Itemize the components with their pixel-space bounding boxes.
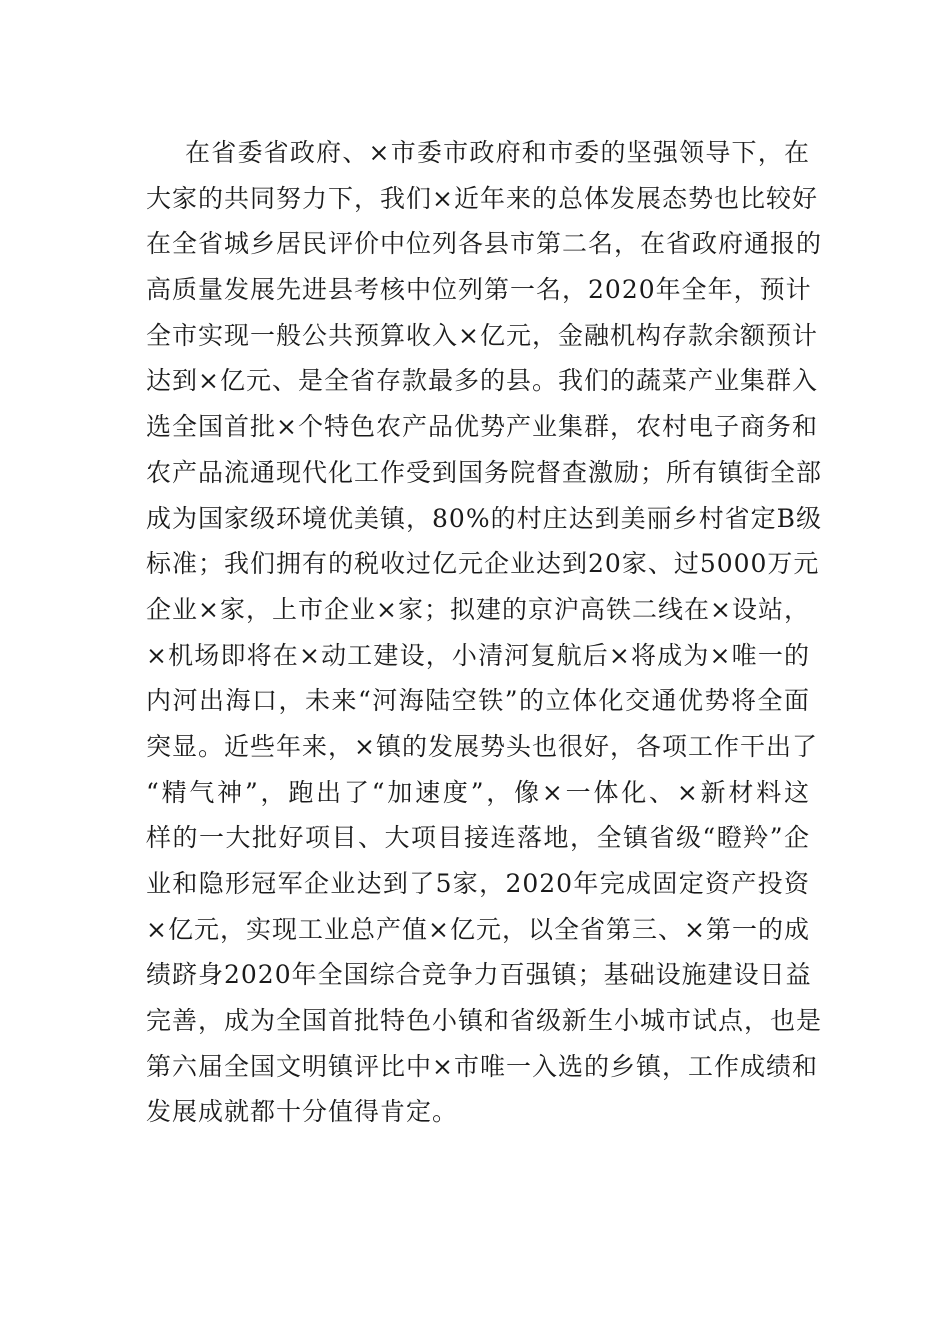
paragraph-line: 达到×亿元、是全省存款最多的县。我们的蔬菜产业集群入 [146, 366, 818, 396]
paragraph-line: ×机场即将在×动工建设，小清河复航后×将成为×唯一的 [146, 640, 810, 670]
paragraph-line: 发展成就都十分值得肯定。 [146, 1097, 459, 1127]
paragraph-line: 完善，成为全国首批特色小镇和省级新生小城市试点，也是 [146, 1006, 823, 1036]
paragraph-line: 全市实现一般公共预算收入×亿元，金融机构存款余额预计 [146, 320, 818, 350]
paragraph-line: 选全国首批×个特色农产品优势产业集群，农村电子商务和 [146, 412, 818, 442]
paragraph-line: 高质量发展先进县考核中位列第一名，2020年全年，预计 [146, 275, 812, 305]
paragraph-line: 成为国家级环境优美镇，80%的村庄达到美丽乡村省定B级 [146, 503, 822, 533]
paragraph-line: 突显。近些年来，×镇的发展势头也很好，各项工作干出了 [146, 731, 818, 761]
paragraph-line: ×亿元，实现工业总产值×亿元，以全省第三、×第一的成 [146, 914, 810, 944]
paragraph-line: 第六届全国文明镇评比中×市唯一入选的乡镇，工作成绩和 [146, 1051, 818, 1081]
paragraph-line: 绩跻身2020年全国综合竞争力百强镇；基础设施建设日益 [146, 960, 812, 990]
paragraph-line: “精气神”，跑出了“加速度”，像×一体化、×新材料这 [146, 777, 810, 807]
body-paragraph [146, 130, 823, 1135]
paragraph-line: 大家的共同努力下，我们×近年来的总体发展态势也比较好 [146, 183, 818, 213]
paragraph-line: 样的一大批好项目、大项目接连落地，全镇省级“瞪羚”企 [146, 823, 810, 853]
paragraph-line: 内河出海口，未来“河海陆空铁”的立体化交通优势将全面 [146, 686, 810, 716]
paragraph-line: 企业×家，上市企业×家；拟建的京沪高铁二线在×设站， [146, 594, 810, 624]
paragraph-line: 在省委省政府、×市委市政府和市委的坚强领导下，在 [185, 138, 810, 167]
paragraph-line: 在全省城乡居民评价中位列各县市第二名，在省政府通报的 [146, 229, 823, 259]
paragraph-line: 农产品流通现代化工作受到国务院督查激励；所有镇街全部 [146, 457, 823, 487]
paragraph-line: 业和隐形冠军企业达到了5家，2020年完成固定资产投资 [146, 869, 810, 898]
paragraph-line: 标准；我们拥有的税收过亿元企业达到20家、过5000万元 [146, 549, 820, 579]
